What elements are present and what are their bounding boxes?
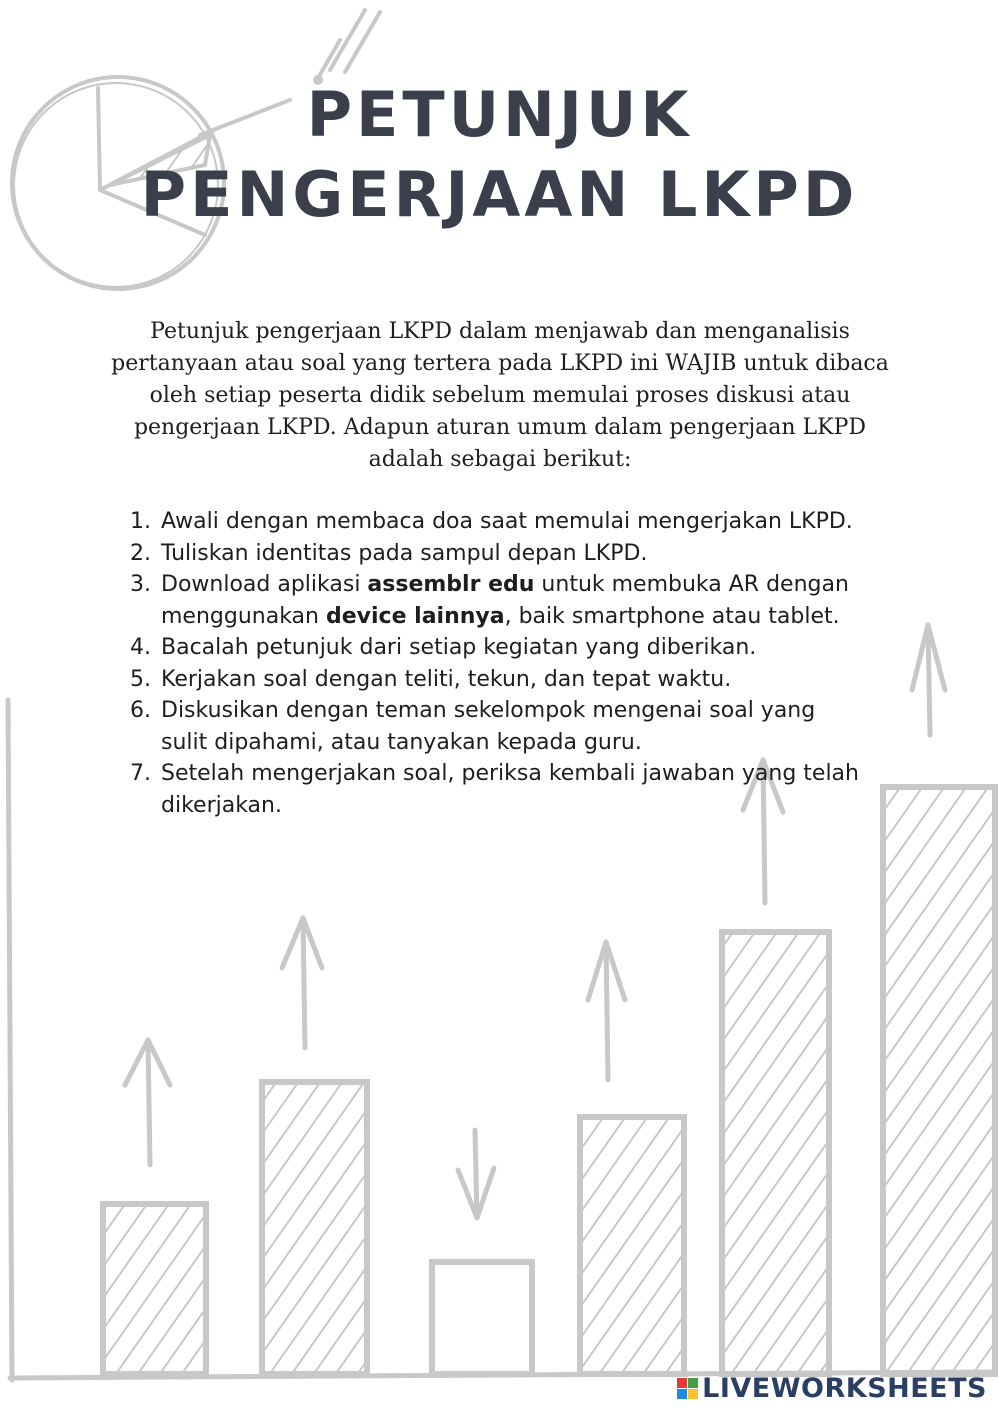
up-arrow-icon [125,1040,170,1165]
logo-square [688,1389,698,1399]
list-item [130,695,865,758]
list-item-text: Setelah mengerjakan soal, periksa kembali jawaban yang telah dikerjakan. [161,761,859,818]
list-item-number: 1. [130,509,151,534]
list-item [130,664,865,696]
device-emphasis: device lainnya [325,603,505,629]
up-arrow-icon [282,918,322,1048]
list-item [130,632,865,664]
list-item-text: Tuliskan identitas pada sampul depan LKPD. [161,540,648,566]
page-title-line-2: PENGERJAAN LKPD [140,158,859,231]
sketch-bar-3 [432,1262,532,1374]
intro-paragraph: Petunjuk pengerjaan LKPD dalam menjawab dan menganalisis pertanyaan atau soal yang tertera pada LKPD ini WAJIB untuk dibaca oleh setiap peserta didik sebelum memulai proses diskusi atau pengerjaan LKPD. Adapun aturan umum dalam pengerjaan LKPD adalah sebagai berikut: [111,319,889,472]
list-item-text: Bacalah petunjuk dari setiap kegiatan yang diberikan. [161,635,757,660]
sketch-bar-1 [103,1204,206,1374]
up-arrow-icon [912,625,945,735]
list-item-text: , baik smartphone atau tablet. [504,603,840,629]
app-name-emphasis: assemblr edu [367,572,535,597]
bar-sketches [103,787,995,1374]
brand-name: LIVEWORKSHEETS [702,1373,987,1404]
logo-square [677,1389,687,1399]
sketch-bar-5 [722,932,829,1374]
page-title-line-1: PETUNJUK [306,78,693,151]
sketch-bar-4 [580,1117,684,1374]
list-item-text: Diskusikan dengan teman sekelompok mengenai soal yang sulit dipahami, atau tanyakan kepada guru. [161,698,816,755]
up-arrow-icon [588,942,625,1080]
liveworksheets-logo-icon [677,1378,698,1399]
list-item-number: 4. [130,635,151,660]
list-item-text: Awali dengan membaca doa saat memulai mengerjakan LKPD. [161,509,853,534]
down-arrow-icon [458,1130,494,1218]
sketch-bar-6 [883,787,995,1374]
logo-square [677,1378,687,1388]
list-item [130,538,865,570]
list-item-number: 7. [130,761,151,786]
list-item [130,569,865,632]
list-item-text: untuk membuka AR dengan menggunakan [161,572,849,629]
instruction-list [130,506,865,821]
logo-square [688,1378,698,1388]
sketch-bar-2 [262,1082,367,1374]
list-item-text: Download aplikasi [161,572,368,597]
list-item-text: Kerjakan soal dengan teliti, tekun, dan tepat waktu. [161,666,732,692]
list-item-number: 5. [130,666,151,692]
list-item-number: 2. [130,540,151,566]
list-item-number: 6. [130,698,151,723]
liveworksheets-brand[interactable] [677,1373,987,1404]
list-item-number: 3. [130,572,151,597]
list-item [130,758,865,821]
list-item [130,506,865,538]
